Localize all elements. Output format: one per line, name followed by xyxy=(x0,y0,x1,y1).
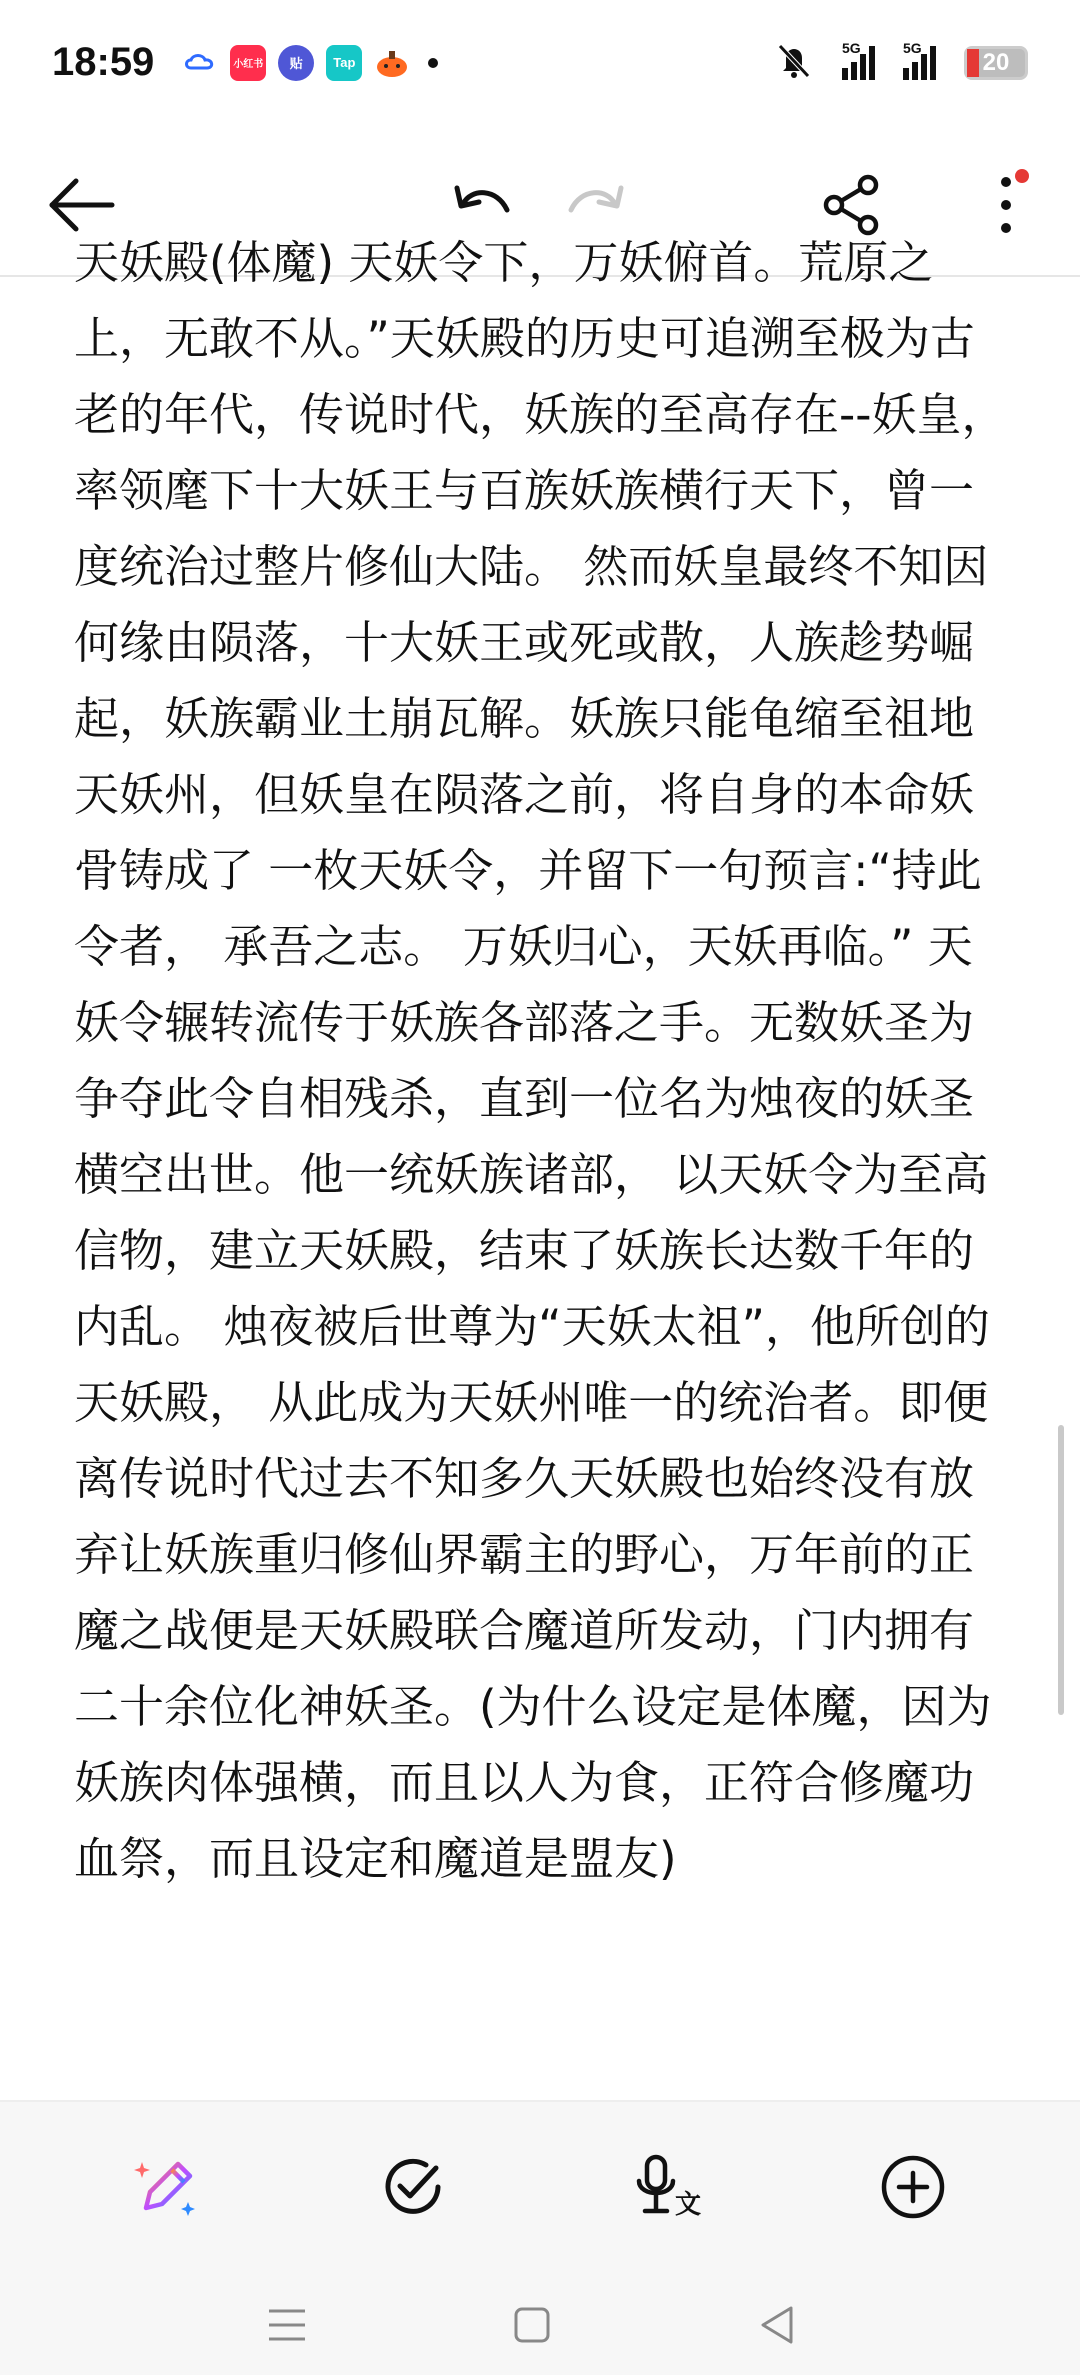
home-button[interactable] xyxy=(497,2290,567,2360)
undo-icon xyxy=(449,180,515,230)
mute-icon xyxy=(774,40,814,85)
xiaohongshu-app-icon: 小红书 xyxy=(230,45,266,81)
note-body[interactable] xyxy=(74,236,1014,1977)
redo-icon xyxy=(563,180,629,230)
taptap-app-icon: Tap xyxy=(326,45,362,81)
battery-icon xyxy=(964,46,1028,80)
note-text[interactable]: 天妖殿(体魔) 天妖令下，万妖俯首。荒原之上，无敢不从。”天妖殿的历史可追溯至极为古老的年代，传说时代，妖族的至高存在--妖皇，率领麾下十大妖王与百族妖族横行天下，曾一度统治过整片修仙大陆。 然而妖皇最终不知因何缘由陨落，十大妖王或死或散，人族趁势崛起，妖族霸业土崩瓦解。妖族只能龟缩至祖地天妖州，但妖皇在陨落之前，将自身的本命妖骨铸成了 一枚天妖令，并留下一句预言:“持此令者， 承吾之志。 万妖归心，天妖再临。” 天妖令辗转流传于妖族各部落之手。无数妖圣为争夺此令自相残杀，直到一位名为烛夜的妖圣横空出世。他一统妖族诸部， 以天妖令为至高信物，建立天妖殿，结束了妖族长达数千年的内乱。 烛夜被后世尊为“天妖太祖”，他所创的天妖殿， 从此成为天妖州唯一的统治者。即便离传说时代过去不知多久天妖殿也始终没有放弃让妖族重归修仙界霸主的野心，万年前的正魔之战便是天妖殿联合魔道所发动，门内拥有二十余位化神妖圣。(为什么设定是体魔，因为妖族肉体强横，而且以人为食，正符合修魔功血祭，而且设定和魔道是盟友) xyxy=(74,236,1007,1885)
more-notifications-dot xyxy=(428,58,438,68)
back-nav-icon xyxy=(757,2304,797,2346)
system-back-button[interactable] xyxy=(742,2290,812,2360)
battery-level: 20 xyxy=(982,48,1010,76)
status-bar xyxy=(0,0,1080,125)
notification-app-icons xyxy=(182,45,438,81)
ai-writing-button[interactable] xyxy=(122,2142,212,2232)
tieba-app-icon: 贴 xyxy=(278,45,314,81)
notification-dot-icon xyxy=(1015,169,1029,183)
system-nav-bar xyxy=(0,2270,1080,2375)
cloud-app-icon xyxy=(182,45,218,81)
add-icon xyxy=(878,2152,948,2222)
signal-1-icon: 5G xyxy=(842,46,875,80)
checklist-icon xyxy=(380,2154,446,2220)
home-nav-icon xyxy=(512,2305,552,2345)
ai-pen-icon xyxy=(132,2152,202,2222)
signal-2-icon: 5G xyxy=(903,46,936,80)
scrollbar[interactable] xyxy=(1058,1425,1064,1715)
menu-nav-icon xyxy=(265,2305,309,2345)
voice-input-button[interactable] xyxy=(622,2142,712,2232)
svg-text:文: 文 xyxy=(675,2190,702,2220)
clock: 18:59 xyxy=(52,40,155,84)
checklist-button[interactable] xyxy=(368,2142,458,2232)
game-app-icon xyxy=(374,45,410,81)
recent-apps-button[interactable] xyxy=(252,2290,322,2360)
bottom-tool-bar xyxy=(0,2100,1080,2272)
insert-button[interactable] xyxy=(868,2142,958,2232)
voice-to-text-icon xyxy=(631,2151,703,2223)
